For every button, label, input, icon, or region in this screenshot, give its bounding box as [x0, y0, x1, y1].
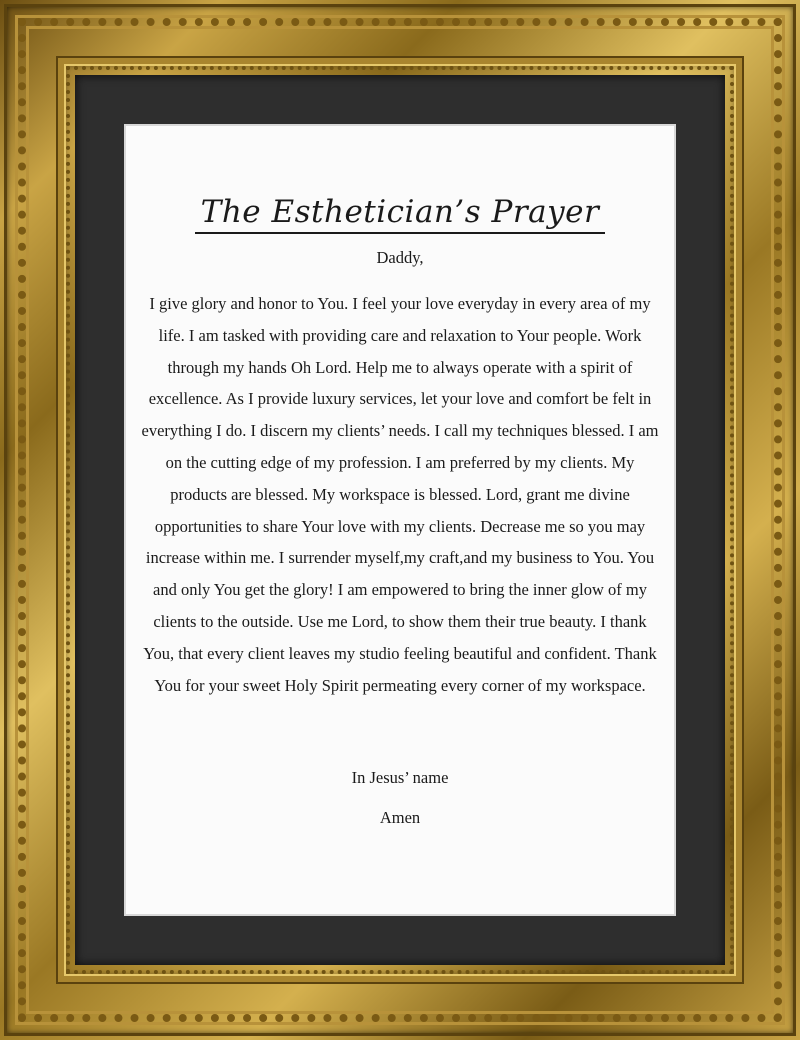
- prayer-paper: [124, 124, 676, 916]
- prayer-salutation: Daddy,: [376, 248, 424, 267]
- prayer-amen: Amen: [379, 808, 421, 827]
- prayer-closing: In Jesus’ name: [351, 768, 449, 787]
- prayer-title: [126, 194, 674, 234]
- prayer-body: I give glory and honor to You. I feel your love everyday in every area of my life. I am tasked with providing care and relaxation to Your people. Work through my hands Oh Lord. Help me to always operate with a spirit of excellence. As I provide luxury services, let your love and comfort be felt in everything I do. I discern my clients’ needs. I call my techniques blessed. I am on the cutting edge of my profession. I am preferred by my clients. My products are blessed. My workspace is blessed. Lord, grant me divine opportunities to share Your love with my clients. Decrease me so you may increase within me. I surrender myself,my craft,and my business to You. You and only You get the glory! I am empowered to bring the inner glow of my clients to the outside. Use me Lord, to show them their true beauty. I thank You, that every client leaves my studio feeling beautiful and confident. Thank You for your sweet Holy Spirit permeating every corner of my workspace.: [141, 294, 659, 695]
- prayer-title-text: The Esthetician’s Prayer: [195, 194, 606, 234]
